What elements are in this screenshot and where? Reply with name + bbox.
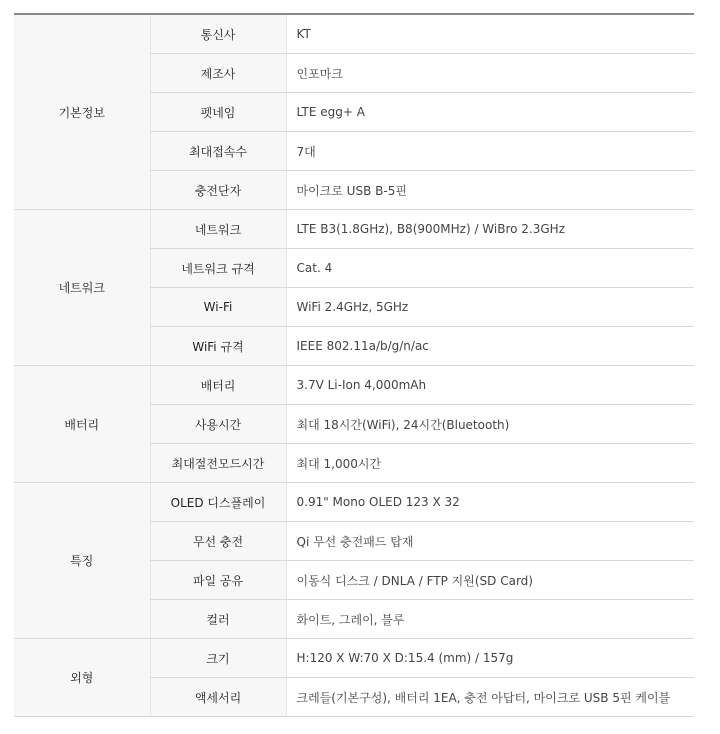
row-value: Qi 무선 충전패드 탑재 [286, 522, 694, 561]
row-value: Cat. 4 [286, 249, 694, 288]
row-value: 화이트, 그레이, 블루 [286, 600, 694, 639]
category-features: 특징 [14, 483, 150, 639]
row-label: 통신사 [150, 15, 286, 54]
row-value: LTE B3(1.8GHz), B8(900MHz) / WiBro 2.3GHz [286, 210, 694, 249]
row-value: WiFi 2.4GHz, 5GHz [286, 288, 694, 327]
row-value: 크레들(기본구성), 배터리 1EA, 충전 아답터, 마이크로 USB 5핀 케이블 [286, 678, 694, 717]
row-label: 사용시간 [150, 405, 286, 444]
table-row [14, 15, 694, 54]
spec-table [14, 15, 694, 717]
category-appearance: 외형 [14, 639, 150, 717]
row-label: 네트워크 규격 [150, 249, 286, 288]
table-row [14, 210, 694, 249]
row-label: 파일 공유 [150, 561, 286, 600]
row-label: 충전단자 [150, 171, 286, 210]
row-value: 최대 1,000시간 [286, 444, 694, 483]
row-label: 액세서리 [150, 678, 286, 717]
row-label: 네트워크 [150, 210, 286, 249]
row-label: 컬러 [150, 600, 286, 639]
row-value: 마이크로 USB B-5핀 [286, 171, 694, 210]
row-value: 3.7V Li-Ion 4,000mAh [286, 366, 694, 405]
row-value: KT [286, 15, 694, 54]
category-network: 네트워크 [14, 210, 150, 366]
row-label: 제조사 [150, 54, 286, 93]
row-label: 최대절전모드시간 [150, 444, 286, 483]
table-row [14, 483, 694, 522]
row-label: 배터리 [150, 366, 286, 405]
row-label: 무선 충전 [150, 522, 286, 561]
table-row [14, 639, 694, 678]
spec-table-container [14, 13, 694, 717]
row-value: 인포마크 [286, 54, 694, 93]
row-label: OLED 디스플레이 [150, 483, 286, 522]
row-label: 최대접속수 [150, 132, 286, 171]
row-label: WiFi 규격 [150, 327, 286, 366]
row-value: 7대 [286, 132, 694, 171]
row-value: 0.91" Mono OLED 123 X 32 [286, 483, 694, 522]
category-basic-info: 기본정보 [14, 15, 150, 210]
category-battery: 배터리 [14, 366, 150, 483]
row-value: IEEE 802.11a/b/g/n/ac [286, 327, 694, 366]
row-label: 크기 [150, 639, 286, 678]
row-label: 펫네임 [150, 93, 286, 132]
row-label: Wi-Fi [150, 288, 286, 327]
row-value: 최대 18시간(WiFi), 24시간(Bluetooth) [286, 405, 694, 444]
row-value: 이동식 디스크 / DNLA / FTP 지원(SD Card) [286, 561, 694, 600]
table-row [14, 366, 694, 405]
row-value: H:120 X W:70 X D:15.4 (mm) / 157g [286, 639, 694, 678]
row-value: LTE egg+ A [286, 93, 694, 132]
